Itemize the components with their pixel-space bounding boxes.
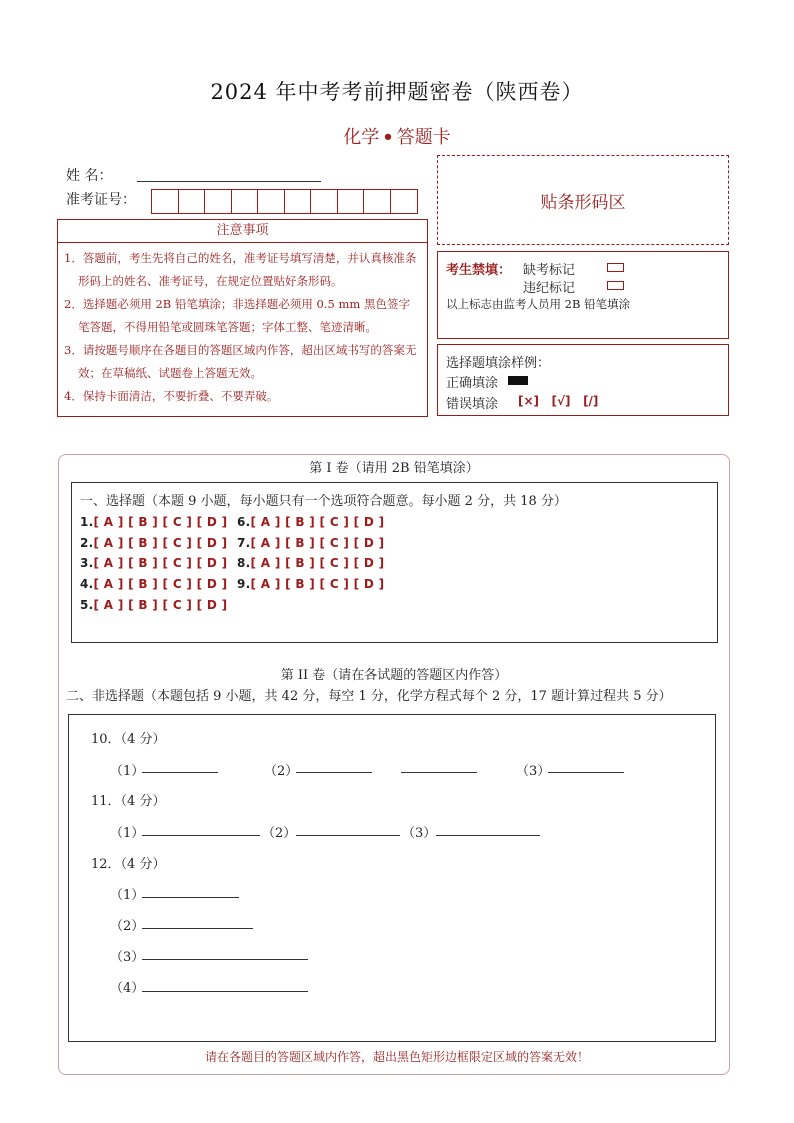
name-label: 姓 名： — [66, 168, 113, 184]
q10-blank-3[interactable] — [548, 772, 624, 773]
q11-blank-1-label: （1） — [110, 826, 145, 841]
mc-options[interactable]: [ A ] [ B ] [ C ] [ D ] — [93, 536, 228, 550]
q10-blank-2-label: （2） — [264, 764, 299, 779]
wrong-fill-label: 错误填涂 — [446, 397, 499, 412]
name-field[interactable] — [137, 181, 321, 182]
q10-blank-1[interactable] — [142, 772, 218, 773]
question-10-label: 10．（4 分） — [91, 732, 166, 747]
q12-blank-1-label: （1） — [110, 888, 145, 903]
notes-heading: 注意事项 — [57, 219, 428, 243]
id-digit-box[interactable] — [258, 190, 285, 213]
mc-options[interactable]: [ A ] [ B ] [ C ] [ D ] — [250, 515, 385, 529]
q11-blank-3-label: （3） — [402, 826, 437, 841]
free-response-box — [68, 714, 716, 1042]
q12-blank-1[interactable] — [142, 897, 239, 898]
q11-blank-1[interactable] — [142, 835, 260, 836]
mc-options[interactable]: [ A ] [ B ] [ C ] [ D ] — [250, 577, 385, 591]
q10-blank-3-label: （3） — [516, 764, 551, 779]
subject-name: 化学 — [343, 127, 380, 148]
barcode-area — [437, 155, 729, 245]
q12-blank-3[interactable] — [142, 959, 308, 960]
sample-heading: 选择题填涂样例： — [446, 356, 551, 371]
mc-number: 7. — [237, 536, 251, 550]
mc-question-2[interactable] — [80, 536, 227, 550]
violation-mark-box[interactable] — [607, 281, 624, 290]
barcode-area-label: 贴条形码区 — [540, 192, 626, 213]
q12-blank-3-label: （3） — [110, 950, 145, 965]
q12-blank-4-label: （4） — [110, 981, 145, 996]
mc-question-6[interactable] — [237, 515, 384, 529]
id-digit-box[interactable] — [285, 190, 312, 213]
question-12-label: 12．（4 分） — [91, 857, 166, 872]
mc-options[interactable]: [ A ] [ B ] [ C ] [ D ] — [250, 536, 385, 550]
q12-blank-4[interactable] — [142, 991, 308, 992]
id-digit-box[interactable] — [364, 190, 391, 213]
mc-question-9[interactable] — [237, 577, 384, 591]
mc-number: 6. — [237, 515, 251, 529]
q10-blank-1-label: （1） — [110, 764, 145, 779]
mc-question-7[interactable] — [237, 536, 384, 550]
mc-number: 9. — [237, 577, 251, 591]
page-title: 2024 年中考考前押题密卷（陕西卷） — [210, 80, 584, 104]
note-item: 4．保持卡面清洁，不要折叠、不要弄破。 — [64, 389, 279, 403]
absent-mark-box[interactable] — [607, 263, 624, 272]
mc-heading: 一、选择题（本题 9 小题，每小题只有一个选项符合题意。每小题 2 分，共 18 分） — [80, 494, 567, 509]
question-11-label: 11．（4 分） — [91, 794, 166, 809]
part1-title: 第 I 卷（请用 2B 铅笔填涂） — [309, 461, 479, 476]
correct-fill-sample — [508, 376, 528, 385]
q10-blank-2b[interactable] — [401, 772, 477, 773]
absent-mark-label: 缺考标记 — [523, 263, 576, 278]
id-digit-box[interactable] — [338, 190, 365, 213]
note-item: 2．选择题必须用 2B 铅笔填涂；非选择题必须用 0.5 mm 黑色签字笔答题，不得用铅笔或圆珠笔答题；字体工整、笔迹清晰。 — [64, 297, 410, 334]
footer-warning: 请在各题目的答题区域内作答，超出黑色矩形边框限定区域的答案无效！ — [204, 1050, 589, 1064]
q11-blank-3[interactable] — [436, 835, 540, 836]
wrong-fill-examples: [×] [√] [/] — [518, 394, 599, 408]
violation-mark-label: 违纪标记 — [523, 281, 576, 296]
correct-fill-label: 正确填涂 — [446, 376, 499, 391]
mc-number: 8. — [237, 556, 251, 570]
part2-title: 第 II 卷（请在各试题的答题区内作答） — [280, 668, 508, 683]
mc-options[interactable]: [ A ] [ B ] [ C ] [ D ] — [93, 515, 228, 529]
exam-id-boxes[interactable] — [151, 189, 418, 214]
note-item: 3．请按题号顺序在各题目的答题区域内作答，超出区域书写的答案无效；在草稿纸、试题卷上答题无效。 — [64, 343, 417, 380]
ban-note: 以上标志由监考人员用 2B 铅笔填涂 — [446, 297, 631, 311]
ban-label: 考生禁填： — [446, 263, 512, 278]
card-type: 答题卡 — [396, 127, 451, 148]
mc-number: 5. — [80, 598, 94, 612]
mc-number: 2. — [80, 536, 94, 550]
q10-blank-2a[interactable] — [296, 772, 372, 773]
part2-heading: 二、非选择题（本题包括 9 小题，共 42 分，每空 1 分，化学方程式每个 2 分，17 题计算过程共 5 分） — [66, 689, 672, 704]
mc-options[interactable]: [ A ] [ B ] [ C ] [ D ] — [93, 598, 228, 612]
id-digit-box[interactable] — [205, 190, 232, 213]
exam-id-label: 准考证号： — [66, 192, 136, 208]
notes-box — [57, 243, 428, 417]
q11-blank-2-label: （2） — [262, 826, 297, 841]
q12-blank-2[interactable] — [142, 928, 253, 929]
mc-question-8[interactable] — [237, 556, 384, 570]
mc-options[interactable]: [ A ] [ B ] [ C ] [ D ] — [93, 577, 228, 591]
id-digit-box[interactable] — [152, 190, 179, 213]
id-digit-box[interactable] — [311, 190, 338, 213]
id-digit-box[interactable] — [232, 190, 259, 213]
mc-question-5[interactable] — [80, 598, 227, 612]
q11-blank-2[interactable] — [296, 835, 400, 836]
mc-number: 1. — [80, 515, 94, 529]
id-digit-box[interactable] — [391, 190, 418, 213]
mc-number: 4. — [80, 577, 94, 591]
mc-question-1[interactable] — [80, 515, 227, 529]
mc-options[interactable]: [ A ] [ B ] [ C ] [ D ] — [93, 556, 228, 570]
mc-question-4[interactable] — [80, 577, 227, 591]
mc-question-3[interactable] — [80, 556, 227, 570]
subject-subtitle — [0, 123, 794, 149]
note-item: 1．答题前，考生先将自己的姓名，准考证号填写清楚，并认真核准条形码上的姓名、准考证号，在规定位置贴好条形码。 — [64, 251, 417, 288]
q12-blank-2-label: （2） — [110, 919, 145, 934]
id-digit-box[interactable] — [179, 190, 206, 213]
mc-number: 3. — [80, 556, 94, 570]
mc-options[interactable]: [ A ] [ B ] [ C ] [ D ] — [250, 556, 385, 570]
subtitle-dot: • — [382, 127, 394, 148]
